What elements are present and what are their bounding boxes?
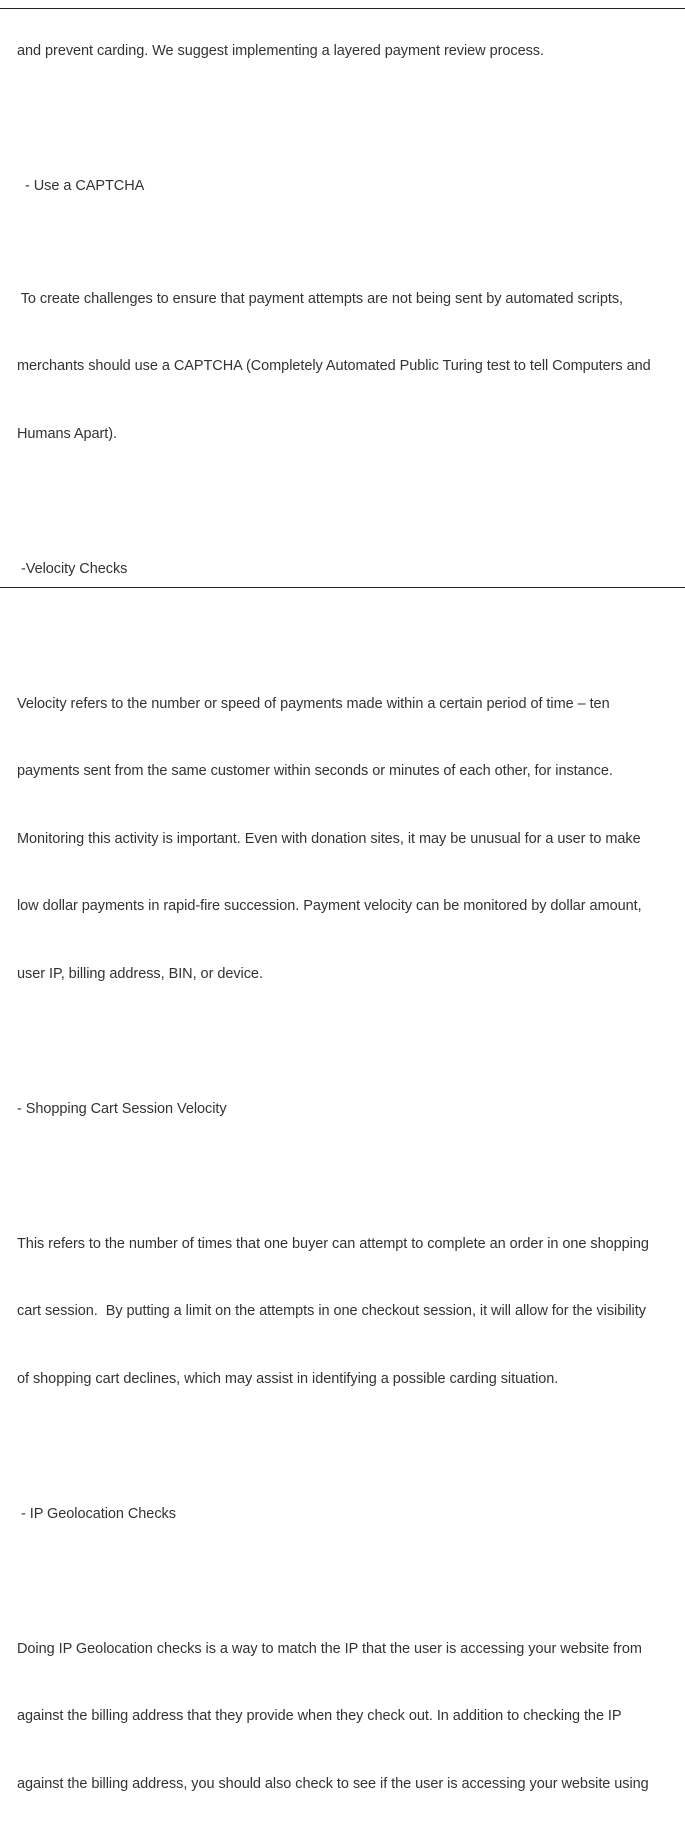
spacer <box>17 490 669 513</box>
text-column <box>17 0 669 1840</box>
text-line: This refers to the number of times that one buyer can attempt to complete an order in one shopping <box>17 1233 669 1256</box>
bottom-border <box>0 587 685 588</box>
document-content[interactable] <box>17 9 669 587</box>
text-line: and prevent carding. We suggest implementing a layered payment review process. <box>17 40 669 63</box>
spacer <box>17 625 669 648</box>
spacer <box>17 1030 669 1053</box>
text-line: cart session. By putting a limit on the attempts in one checkout session, it will allow for the visibility <box>17 1300 669 1323</box>
section-body-velocity-checks <box>17 648 669 1031</box>
text-line: user IP, billing address, BIN, or device. <box>17 963 669 986</box>
section-body-cart-session-velocity <box>17 1188 669 1436</box>
text-line: against the billing address, you should also check to see if the user is accessing your website using <box>17 1773 669 1796</box>
document-viewer <box>0 0 685 602</box>
section-heading-captcha: - Use a CAPTCHA <box>17 130 669 243</box>
text-line: against the billing address that they provide when they check out. In addition to checking the IP <box>17 1705 669 1728</box>
text-line: To create challenges to ensure that payment attempts are not being sent by automated scripts, <box>17 288 669 311</box>
section-body-captcha <box>17 243 669 491</box>
text-line: payments sent from the same customer within seconds or minutes of each other, for instance. <box>17 760 669 783</box>
text-line: low dollar payments in rapid-fire succession. Payment velocity can be monitored by dollar amount, <box>17 895 669 918</box>
spacer <box>17 108 669 131</box>
section-heading-velocity-checks: -Velocity Checks <box>17 513 669 626</box>
text-line: of shopping cart declines, which may assist in identifying a possible carding situation. <box>17 1368 669 1391</box>
text-line: merchants should use a CAPTCHA (Completely Automated Public Turing test to tell Computers and <box>17 355 669 378</box>
text-line: Doing IP Geolocation checks is a way to match the IP that the user is accessing your website from <box>17 1638 669 1661</box>
intro-paragraph <box>17 0 669 108</box>
spacer <box>17 1435 669 1458</box>
text-line: Humans Apart). <box>17 423 669 446</box>
text-line: Velocity refers to the number or speed of payments made within a certain period of time – ten <box>17 693 669 716</box>
text-line: Monitoring this activity is important. Even with donation sites, it may be unusual for a user to make <box>17 828 669 851</box>
section-body-ip-geolocation <box>17 1593 669 1840</box>
spacer <box>17 1165 669 1188</box>
section-heading-cart-session-velocity: - Shopping Cart Session Velocity <box>17 1053 669 1166</box>
spacer <box>17 1570 669 1593</box>
section-heading-ip-geolocation: - IP Geolocation Checks <box>17 1458 669 1571</box>
